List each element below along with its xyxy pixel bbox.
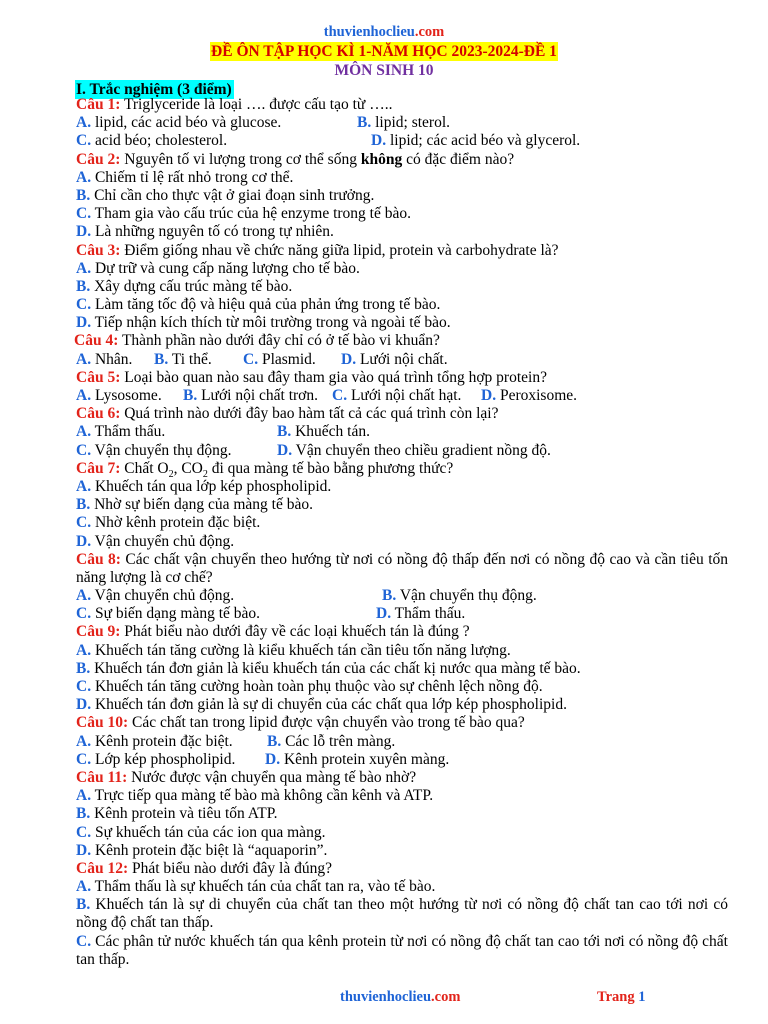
q12-c: C. <box>76 932 92 950</box>
q11-c: C. <box>76 823 92 841</box>
question-7 <box>76 460 728 478</box>
q1-c-t: acid béo; cholesterol. <box>91 132 228 150</box>
q8-label: Câu 8: <box>76 550 121 568</box>
q10-d-t: Kênh protein xuyên màng. <box>280 750 450 768</box>
option-b <box>76 805 728 823</box>
q11-text: Nước được vận chuyển qua màng tế bào nhờ? <box>127 768 417 786</box>
q11-a-t: Trực tiếp qua màng tế bào mà không cần kênh và ATP. <box>91 787 434 805</box>
option-c <box>76 605 260 622</box>
q8-text: Các chất vận chuyển theo hướng từ nơi có nồng độ thấp đến nơi có nồng độ cao và cần tiêu tốn năng lượng là cơ chế? <box>76 550 728 586</box>
q8-b-t: Vận chuyển thụ động. <box>396 587 537 605</box>
q5-a-t: Lysosome. <box>91 387 162 404</box>
q4-c: C. <box>243 350 259 368</box>
option-a <box>76 642 728 660</box>
option-c <box>76 751 235 768</box>
q8-a-t: Vận chuyển chủ động. <box>91 587 235 605</box>
q3-c-t: Làm tăng tốc độ và hiệu quả của phản ứng trong tế bào. <box>91 296 441 314</box>
q8-b: B. <box>382 587 397 605</box>
footer-site-link[interactable] <box>340 989 460 1006</box>
option-d <box>277 442 551 460</box>
q4-label: Câu 4: <box>74 332 119 350</box>
option-d <box>76 314 728 332</box>
q6-d: D. <box>277 441 293 459</box>
q12-c-t: Các phân tử nước khuếch tán qua kênh protein từ nơi có nồng độ chất tan cao tới nơi có nồng độ chất tan thấp. <box>76 932 728 968</box>
page-number <box>597 989 645 1006</box>
q3-c: C. <box>76 296 92 314</box>
question-1-options-cd <box>76 132 728 150</box>
option-b <box>357 114 450 132</box>
q6-d-t: Vận chuyển theo chiều gradient nồng độ. <box>292 441 551 459</box>
option-b <box>382 587 537 605</box>
question-10-options-cd <box>76 751 728 769</box>
q9-text: Phát biểu nào dưới đây về các loại khuếch tán là đúng ? <box>120 623 470 641</box>
q4-d: D. <box>341 350 357 368</box>
question-6-options-cd <box>76 442 728 460</box>
q12-a: A. <box>76 878 92 896</box>
option-d <box>371 132 580 150</box>
option-c <box>76 678 728 696</box>
option-d <box>76 223 728 241</box>
option-b <box>76 496 728 514</box>
q1-b: B. <box>357 114 372 132</box>
question-4 <box>74 332 728 350</box>
question-1-options-ab <box>76 114 728 132</box>
q2-label: Câu 2: <box>76 150 121 168</box>
q8-c-t: Sự biến dạng màng tế bào. <box>91 605 261 623</box>
question-1 <box>76 96 728 114</box>
q11-label: Câu 11: <box>76 768 128 786</box>
q11-b-t: Kênh protein và tiêu tốn ATP. <box>90 805 278 823</box>
footer-site-b: .com <box>431 989 461 1005</box>
option-b <box>76 278 728 296</box>
option-c <box>76 933 728 969</box>
q9-b: B. <box>76 659 91 677</box>
option-d <box>76 842 728 860</box>
option-d <box>265 751 449 769</box>
q5-c: C. <box>332 387 348 404</box>
q4-b-t: Ti thể. <box>168 350 212 368</box>
q6-c-t: Vận chuyển thụ động. <box>91 441 232 459</box>
option-a <box>76 387 162 404</box>
q10-a-t: Kênh protein đặc biệt. <box>91 732 233 750</box>
q9-c: C. <box>76 678 92 696</box>
option-a <box>76 351 132 368</box>
q10-d: D. <box>265 750 281 768</box>
q12-b: B. <box>76 896 91 914</box>
option-c <box>76 132 227 149</box>
q2-text-b: có đặc điểm nào? <box>402 150 515 168</box>
q9-b-t: Khuếch tán đơn giản là kiểu khuếch tán của các chất kị nước qua màng tế bào. <box>90 659 581 677</box>
q5-a: A. <box>76 387 92 404</box>
q10-b: B. <box>267 732 282 750</box>
option-b <box>183 387 318 405</box>
q4-b: B. <box>154 350 169 368</box>
q7-a: A. <box>76 477 92 495</box>
q1-label: Câu 1: <box>76 96 121 113</box>
question-10-options-ab <box>76 733 728 751</box>
question-4-options <box>76 351 728 369</box>
q2-a: A. <box>76 168 92 186</box>
q1-c: C. <box>76 132 92 150</box>
q7-t3: đi qua màng tế bào bằng phương thức? <box>207 459 454 477</box>
q12-text: Phát biểu nào dưới đây là đúng? <box>128 859 332 877</box>
q2-c-t: Tham gia vào cấu trúc của hệ enzyme trong tế bào. <box>91 205 411 223</box>
q3-d: D. <box>76 314 92 332</box>
option-c <box>76 824 728 842</box>
q12-a-t: Thẩm thấu là sự khuếch tán của chất tan ra, vào tế bào. <box>91 878 436 896</box>
q10-a: A. <box>76 732 92 750</box>
q9-a: A. <box>76 641 92 659</box>
option-a <box>76 733 233 750</box>
option-a <box>76 587 234 604</box>
option-a <box>76 878 728 896</box>
q6-a-t: Thẩm thấu. <box>91 423 166 441</box>
exam-title: ĐỀ ÔN TẬP HỌC KÌ 1-NĂM HỌC 2023-2024-ĐỀ 1 <box>211 43 557 60</box>
option-d <box>341 351 448 369</box>
option-a <box>76 260 728 278</box>
q8-d-t: Thẩm thấu. <box>391 605 466 623</box>
q2-b-t: Chỉ cần cho thực vật ở giai đoạn sinh trưởng. <box>90 186 375 204</box>
q2-b: B. <box>76 186 91 204</box>
q2-d: D. <box>76 223 92 241</box>
q11-d-t: Kênh protein đặc biệt là “aquaporin”. <box>91 841 328 859</box>
q3-text: Điểm giống nhau về chức năng giữa lipid, protein và carbohydrate là? <box>120 241 559 259</box>
q12-b-t: Khuếch tán là sự di chuyển của chất tan theo một hướng từ nơi có nồng độ chất tan cao tới nơi có nồng độ chất tan thấp. <box>76 896 728 932</box>
q6-b: B. <box>277 423 292 441</box>
option-c <box>76 442 232 459</box>
q9-a-t: Khuếch tán tăng cường là kiểu khuếch tán cần tiêu tốn năng lượng. <box>91 641 511 659</box>
q7-d: D. <box>76 532 92 550</box>
q7-c-t: Nhờ kênh protein đặc biệt. <box>91 514 261 532</box>
q3-a: A. <box>76 259 92 277</box>
q2-a-t: Chiếm tỉ lệ rất nhỏ trong cơ thể. <box>91 168 294 186</box>
q9-d-t: Khuếch tán đơn giản là sự di chuyển của các chất qua lớp kép phospholipid. <box>91 696 567 714</box>
question-5-options <box>76 387 728 405</box>
q7-t1: Chất O <box>120 459 169 477</box>
question-3 <box>76 242 728 260</box>
option-a <box>76 423 165 440</box>
q4-d-t: Lưới nội chất. <box>356 350 448 368</box>
q1-d: D. <box>371 132 387 150</box>
q10-c: C. <box>76 750 92 768</box>
q8-d: D. <box>376 605 392 623</box>
option-a <box>76 478 728 496</box>
q8-c: C. <box>76 605 92 623</box>
site-domain: .com <box>414 24 445 40</box>
q6-c: C. <box>76 441 92 459</box>
q9-d: D. <box>76 696 92 714</box>
question-5 <box>76 369 728 387</box>
q7-a-t: Khuếch tán qua lớp kép phospholipid. <box>91 477 332 495</box>
q7-b: B. <box>76 496 91 514</box>
q4-a: A. <box>76 350 92 368</box>
question-2 <box>76 151 728 169</box>
question-11 <box>76 769 728 787</box>
option-b <box>76 660 728 678</box>
exam-subject: MÔN SINH 10 <box>334 62 434 79</box>
option-a <box>76 787 728 805</box>
q2-text-a: Nguyên tố vi lượng trong cơ thể sống <box>120 150 361 168</box>
q11-a: A. <box>76 787 92 805</box>
option-c <box>76 296 728 314</box>
option-b <box>267 733 395 751</box>
q8-a: A. <box>76 587 92 605</box>
q3-label: Câu 3: <box>76 241 121 259</box>
q10-c-t: Lớp kép phospholipid. <box>91 750 236 768</box>
question-10 <box>76 714 728 732</box>
site-name: thuvienhoclieu <box>323 24 415 40</box>
q7-d-t: Vận chuyển chủ động. <box>91 532 235 550</box>
q5-label: Câu 5: <box>76 368 121 386</box>
q5-b: B. <box>183 387 198 404</box>
q7-c: C. <box>76 514 92 532</box>
option-d <box>481 387 577 405</box>
question-list <box>76 96 728 969</box>
option-b <box>277 423 370 441</box>
option-a <box>76 114 281 131</box>
q7-s2: 2 <box>202 468 208 480</box>
q5-d: D. <box>481 387 497 404</box>
q5-d-t: Peroxisome. <box>496 387 578 404</box>
q1-d-t: lipid; các acid béo và glycerol. <box>386 132 581 150</box>
q2-c: C. <box>76 205 92 223</box>
option-b <box>76 187 728 205</box>
option-d <box>76 533 728 551</box>
question-12 <box>76 860 728 878</box>
question-8 <box>76 551 728 587</box>
q11-c-t: Sự khuếch tán của các ion qua màng. <box>91 823 326 841</box>
q1-a-t: lipid, các acid béo và glucose. <box>91 114 282 132</box>
q2-text-bold: không <box>360 150 403 168</box>
q7-s1: 2 <box>168 468 174 480</box>
q3-a-t: Dự trữ và cung cấp năng lượng cho tế bào. <box>91 259 360 277</box>
option-d <box>76 696 728 714</box>
q6-text: Quá trình nào dưới đây bao hàm tất cả các quá trình còn lại? <box>120 405 499 423</box>
q10-text: Các chất tan trong lipid được vận chuyển vào trong tế bào qua? <box>128 714 525 732</box>
q5-c-t: Lưới nội chất hạt. <box>347 387 462 404</box>
q12-label: Câu 12: <box>76 859 129 877</box>
q9-label: Câu 9: <box>76 623 121 641</box>
q10-label: Câu 10: <box>76 714 129 732</box>
option-c <box>243 351 316 369</box>
site-header[interactable] <box>0 24 768 41</box>
footer-site-a: thuvienhoclieu <box>340 989 432 1005</box>
q4-text: Thành phần nào dưới đây chỉ có ở tế bào vi khuẩn? <box>118 332 440 350</box>
option-c <box>332 387 461 405</box>
footer-page-label: Trang <box>597 989 639 1005</box>
question-6 <box>76 405 728 423</box>
option-d <box>376 605 465 623</box>
q4-c-t: Plasmid. <box>258 350 316 368</box>
q2-d-t: Là những nguyên tố có trong tự nhiên. <box>91 223 334 241</box>
q5-text: Loại bào quan nào sau đây tham gia vào quá trình tổng hợp protein? <box>120 368 547 386</box>
q1-a: A. <box>76 114 92 132</box>
q6-b-t: Khuếch tán. <box>291 423 370 441</box>
q7-t2: , CO <box>173 459 203 477</box>
q6-label: Câu 6: <box>76 405 121 423</box>
q1-text: Triglyceride là loại …. được cấu tạo từ ….. <box>120 96 393 113</box>
option-b <box>154 351 212 369</box>
question-6-options-ab <box>76 423 728 441</box>
q1-b-t: lipid; sterol. <box>371 114 451 132</box>
question-8-options-cd <box>76 605 728 623</box>
q5-b-t: Lưới nội chất trơn. <box>197 387 319 404</box>
footer-page-num: 1 <box>638 989 646 1005</box>
q11-d: D. <box>76 841 92 859</box>
q7-label: Câu 7: <box>76 459 121 477</box>
q7-b-t: Nhờ sự biến dạng của màng tế bào. <box>90 496 313 514</box>
q3-b: B. <box>76 277 91 295</box>
question-8-options-ab <box>76 587 728 605</box>
q3-d-t: Tiếp nhận kích thích từ môi trường trong và ngoài tế bào. <box>91 314 451 332</box>
section-heading: I. Trắc nghiệm (3 điểm) <box>76 81 232 98</box>
option-b <box>76 896 728 932</box>
q3-b-t: Xây dựng cấu trúc màng tế bào. <box>90 277 293 295</box>
option-c <box>76 514 728 532</box>
q6-a: A. <box>76 423 92 441</box>
question-9 <box>76 623 728 641</box>
q9-c-t: Khuếch tán tăng cường hoàn toàn phụ thuộc vào sự chênh lệch nồng độ. <box>91 678 543 696</box>
option-c <box>76 205 728 223</box>
option-a <box>76 169 728 187</box>
q11-b: B. <box>76 805 91 823</box>
q4-a-t: Nhân. <box>91 350 133 368</box>
q10-b-t: Các lỗ trên màng. <box>281 732 396 750</box>
